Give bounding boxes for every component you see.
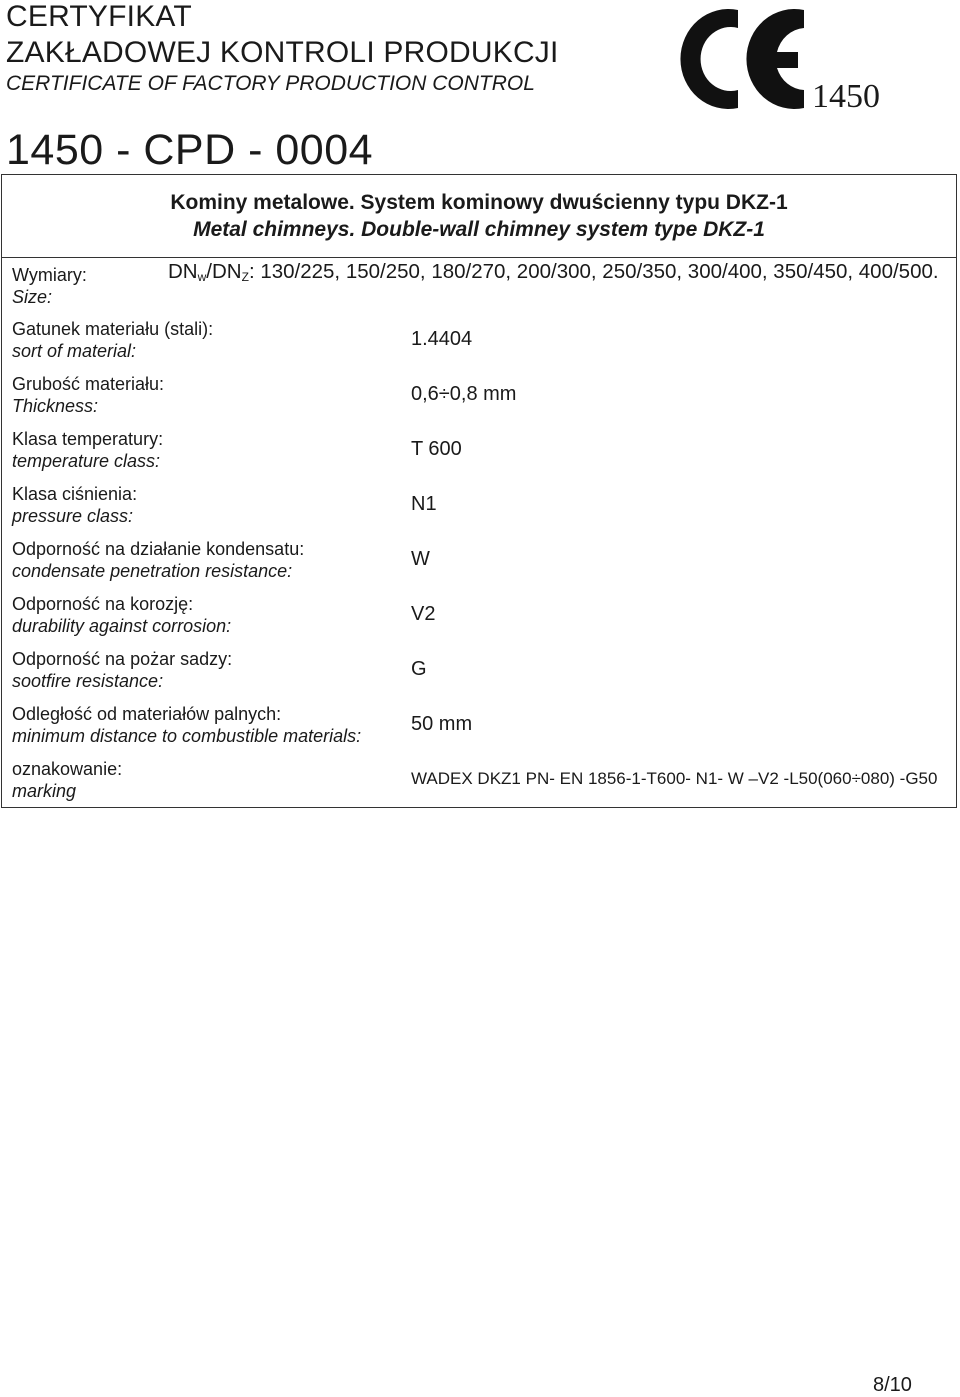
title-pl-line1: CERTYFIKAT (6, 0, 192, 33)
row-pressure-value: N1 (411, 493, 437, 515)
size-value (168, 258, 958, 291)
row-corrosion-value: V2 (411, 603, 436, 625)
row-sootfire-label (12, 648, 232, 692)
size-list: : 130/225, 150/250, 180/270, 200/300, 250/350, 300/400, 350/450, 400/500. (248, 260, 939, 283)
row-label-en: condensate penetration resistance: (12, 561, 293, 581)
row-temperature-value: T 600 (411, 438, 462, 460)
row-distance-label (12, 703, 361, 747)
row-condensate-value: W (411, 548, 430, 570)
row-label-en: marking (12, 781, 77, 801)
row-marking-value: WADEX DKZ1 PN- EN 1856-1-T600- N1- W –V2 -L50(060÷080) -G50 (411, 769, 938, 788)
certificate-number: 1450 - CPD - 0004 (6, 126, 374, 174)
row-label-en: sort of material: (12, 341, 137, 361)
row-label-en: minimum distance to combustible materials: (12, 726, 362, 746)
title-en: CERTIFICATE OF FACTORY PRODUCTION CONTROL (6, 72, 535, 95)
page-number: 8/10 (873, 1374, 912, 1396)
row-label-pl: oznakowanie: (12, 759, 123, 779)
size-label-pl: Wymiary: (12, 265, 87, 285)
row-label-en: durability against corrosion: (12, 616, 232, 636)
product-name-en: Metal chimneys. Double-wall chimney system type DKZ-1 (193, 218, 765, 241)
row-label-en: pressure class: (12, 506, 134, 526)
row-thickness-label (12, 373, 164, 417)
size-label (12, 264, 87, 308)
product-name-pl: Kominy metalowe. System kominowy dwuścienny typu DKZ-1 (170, 191, 788, 214)
row-label-pl: Klasa ciśnienia: (12, 484, 138, 504)
size-sub-z: Z (241, 270, 249, 284)
row-thickness-value: 0,6÷0,8 mm (411, 383, 517, 405)
row-label-pl: Odległość od materiałów palnych: (12, 704, 282, 724)
row-label-pl: Odporność na korozję: (12, 594, 194, 614)
size-label-en: Size: (12, 287, 53, 307)
row-label-en: Thickness: (12, 396, 99, 416)
row-pressure-label (12, 483, 137, 527)
row-sootfire-value: G (411, 658, 427, 680)
row-label-pl: Odporność na działanie kondensatu: (12, 539, 305, 559)
row-marking-label (12, 758, 122, 802)
title-pl-line2: ZAKŁADOWEJ KONTROLI PRODUKCJI (6, 36, 559, 69)
product-box (2, 175, 956, 258)
row-condensate-label (12, 538, 304, 582)
row-label-en: temperature class: (12, 451, 161, 471)
size-dn-prefix: DN (168, 260, 198, 283)
row-label-pl: Odporność na pożar sadzy: (12, 649, 233, 669)
row-label-pl: Grubość materiału: (12, 374, 165, 394)
size-sep: /DN (206, 260, 242, 283)
row-material-label (12, 318, 213, 362)
row-material-value: 1.4404 (411, 328, 473, 350)
row-distance-value: 50 mm (411, 713, 473, 735)
row-label-en: sootfire resistance: (12, 671, 164, 691)
notified-body-number: 1450 (812, 78, 880, 115)
row-temperature-label (12, 428, 163, 472)
size-sub-w: w (197, 270, 207, 284)
row-corrosion-label (12, 593, 231, 637)
row-label-pl: Gatunek materiału (stali): (12, 319, 214, 339)
row-label-pl: Klasa temperatury: (12, 429, 164, 449)
